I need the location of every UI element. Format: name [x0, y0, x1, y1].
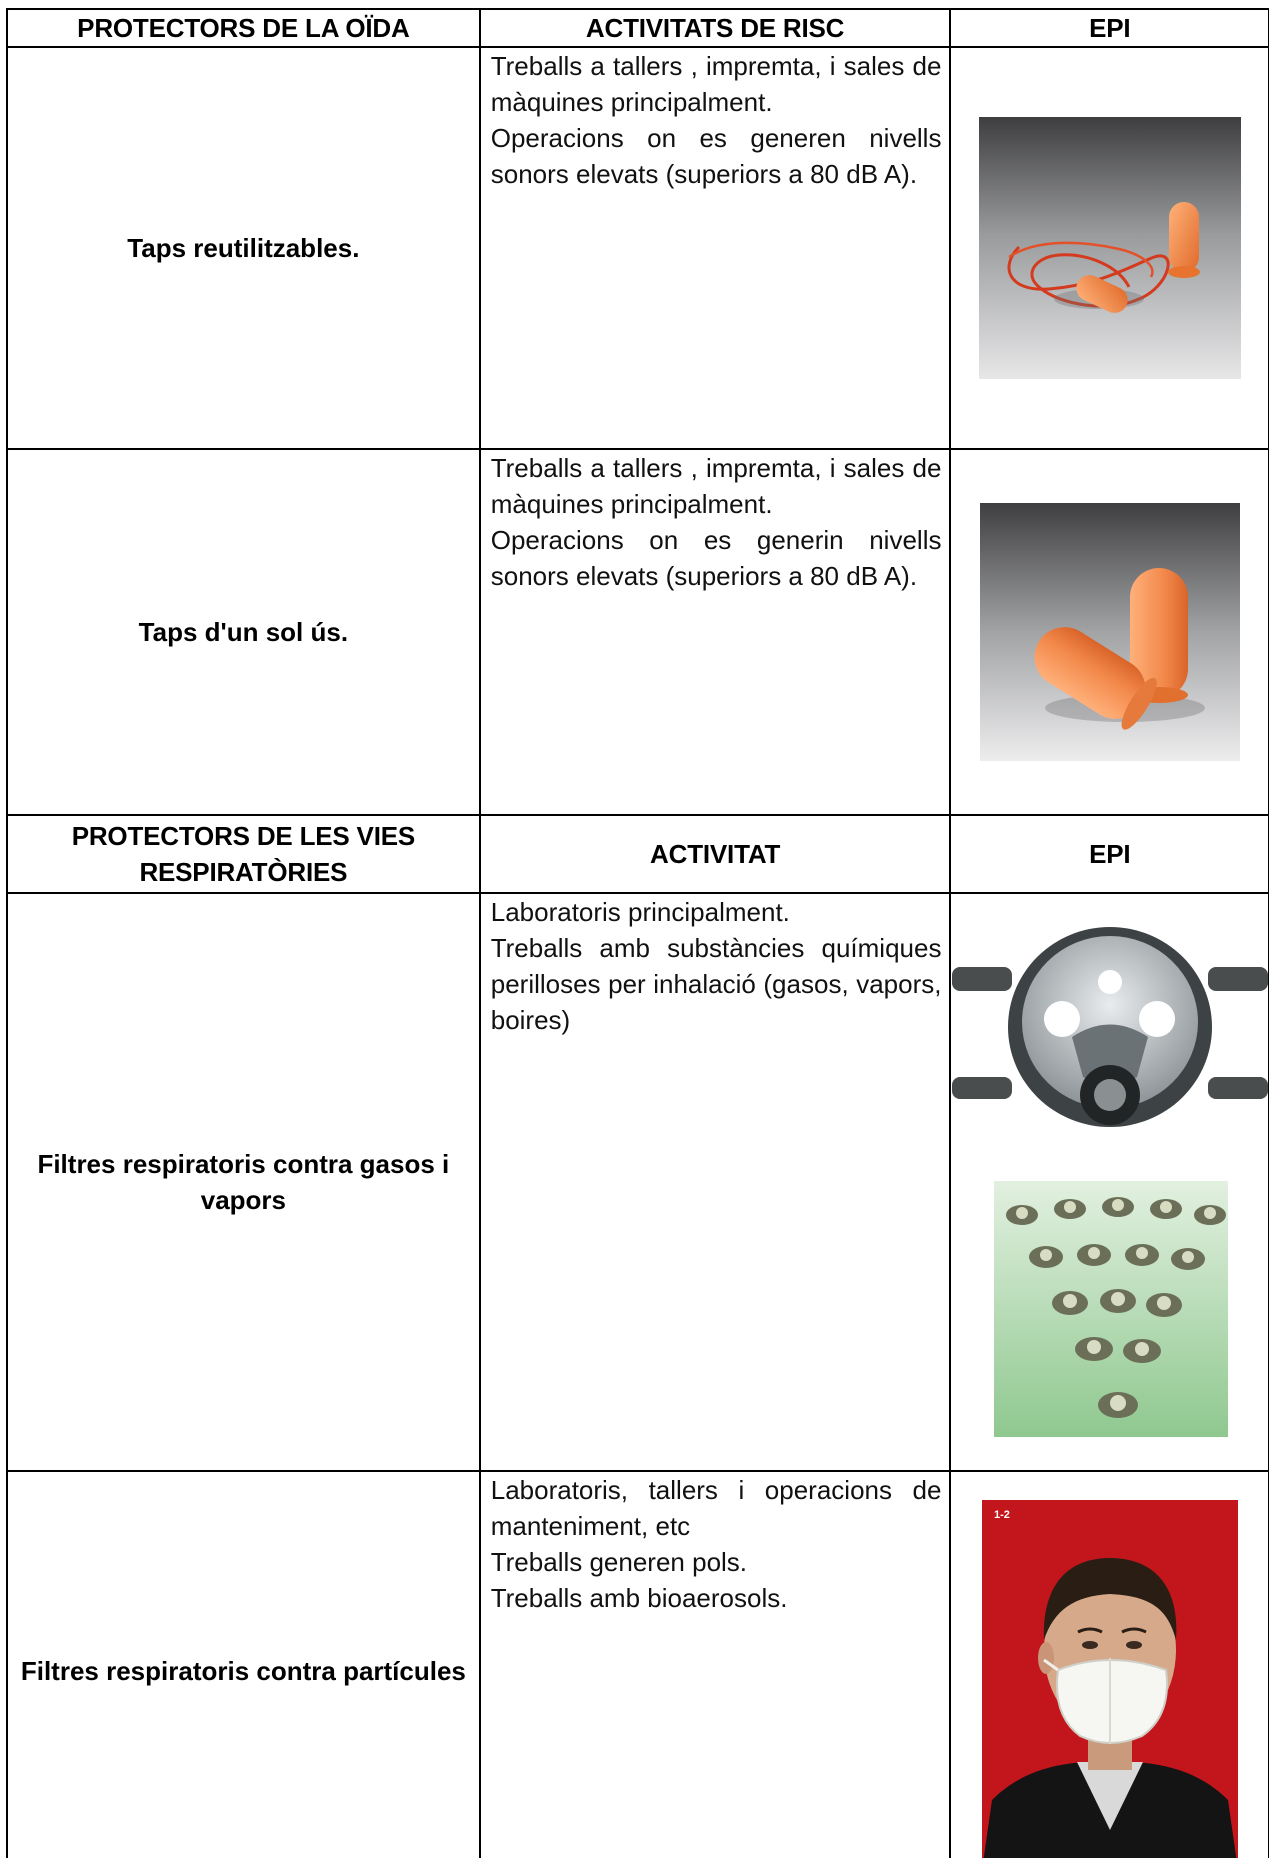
table-row — [7, 1471, 1269, 1858]
protector-name: Filtres respiratoris contra gasos i vapors — [7, 893, 480, 1471]
activity-line: Laboratoris, tallers i operacions de manteniment, etc — [490, 1475, 942, 1541]
disposable-foam-earplugs-photo — [980, 503, 1240, 761]
header-cell-activities: ACTIVITATS DE RISC — [480, 9, 951, 47]
activity-description — [480, 1471, 951, 1858]
epi-image-cell — [950, 47, 1269, 449]
activity-line: Treballs amb substàncies químiques perilloses per inhalació (gasos, vapors, boires) — [490, 933, 942, 1035]
full-face-mask-icon — [952, 927, 1268, 1127]
photo-caption: 1-2 — [993, 1509, 1010, 1521]
epi-image-cell — [950, 1471, 1269, 1858]
activity-line: Treballs generen pols. — [490, 1547, 748, 1577]
epi-image-cell — [950, 449, 1269, 815]
header-cell-protectors: PROTECTORS DE LA OÏDA — [7, 9, 480, 47]
header-cell-epi: EPI — [950, 815, 1269, 893]
activity-line: Treballs a tallers , impremta, i sales de màquines principalment. — [490, 453, 942, 519]
table-header-respiratory — [7, 815, 1269, 893]
protector-name: Taps d'un sol ús. — [7, 449, 480, 815]
activity-line: Laboratoris principalment. — [490, 897, 790, 927]
header-cell-protectors: PROTECTORS DE LES VIES RESPIRATÒRIES — [7, 815, 480, 893]
header-cell-activity: ACTIVITAT — [480, 815, 951, 893]
activity-line: Treballs a tallers , impremta, i sales de màquines principalment. — [490, 51, 942, 117]
epi-image-cell — [950, 893, 1269, 1471]
activity-line: Operacions on es generin nivells sonors elevats (superiors a 80 dB A). — [490, 525, 942, 591]
protector-name: Taps reutilitzables. — [7, 47, 480, 449]
activity-description — [480, 47, 951, 449]
table-row — [7, 449, 1269, 815]
filter-cartridges-icon — [994, 1181, 1228, 1437]
activity-description — [480, 893, 951, 1471]
reusable-corded-earplugs-photo — [979, 117, 1241, 379]
activity-line: Operacions on es generen nivells sonors elevats (superiors a 80 dB A). — [490, 123, 942, 189]
activity-description — [480, 449, 951, 815]
dust-mask-wearer-photo — [982, 1500, 1238, 1858]
table-header-hearing — [7, 9, 1269, 47]
table-row — [7, 893, 1269, 1471]
ppe-table — [6, 8, 1269, 1858]
protector-name: Filtres respiratoris contra partícules — [7, 1471, 480, 1858]
header-cell-epi: EPI — [950, 9, 1269, 47]
table-row — [7, 47, 1269, 449]
full-face-mask-and-filter-cartridges-photo — [952, 927, 1268, 1437]
activity-line: Treballs amb bioaerosols. — [490, 1583, 788, 1613]
